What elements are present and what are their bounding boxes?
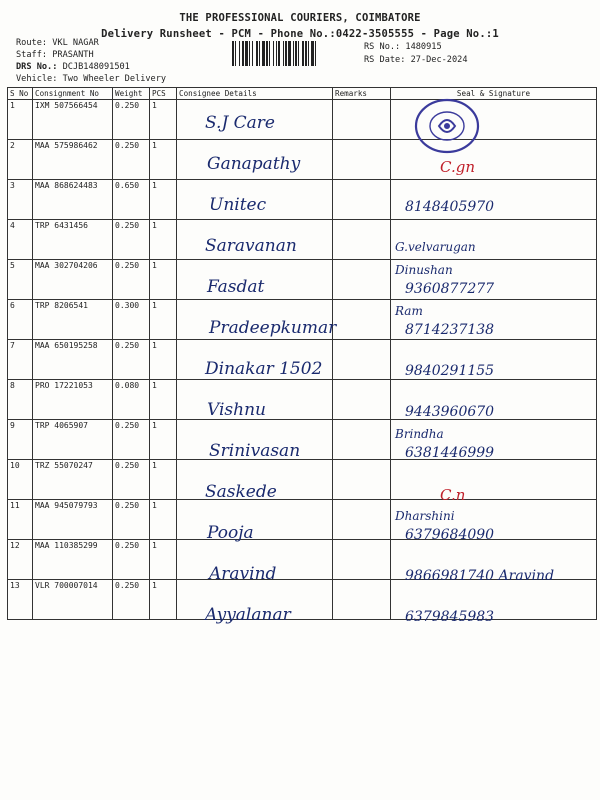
cell-remarks <box>333 380 391 420</box>
table-header-row <box>8 88 597 100</box>
cell-consignment: MAA 650195258 <box>33 340 113 380</box>
cell-sno: 12 <box>8 540 33 580</box>
cell-pcs: 1 <box>150 340 177 380</box>
cell-consignment: MAA 110385299 <box>33 540 113 580</box>
col-pcs: PCS <box>150 88 177 100</box>
rs-date-value: 27-Dec-2024 <box>410 55 468 65</box>
cell-weight: 0.300 <box>113 300 150 340</box>
cell-consignment: MAA 575986462 <box>33 140 113 180</box>
handwritten-consignee: Dinakar 1502 <box>205 359 323 379</box>
handwritten-phone: 9866981740 Aravind <box>405 568 555 584</box>
cell-remarks <box>333 500 391 540</box>
cell-remarks <box>333 420 391 460</box>
cell-remarks <box>333 460 391 500</box>
cell-weight: 0.250 <box>113 100 150 140</box>
cell-weight: 0.250 <box>113 420 150 460</box>
cell-weight: 0.250 <box>113 460 150 500</box>
cell-sno: 10 <box>8 460 33 500</box>
table-row <box>8 180 597 220</box>
route-line <box>16 37 99 49</box>
cell-consignment: IXM 507566454 <box>33 100 113 140</box>
cell-sno: 8 <box>8 380 33 420</box>
handwritten-consignee: Aravind <box>209 564 277 584</box>
cell-weight: 0.250 <box>113 540 150 580</box>
table-row <box>8 380 597 420</box>
handwritten-signature: Ram <box>395 304 423 318</box>
handwritten-consignee: S.J Care <box>205 113 275 133</box>
staff-line <box>16 49 94 61</box>
cell-sno: 4 <box>8 220 33 260</box>
cell-pcs: 1 <box>150 380 177 420</box>
cell-weight: 0.650 <box>113 180 150 220</box>
handwritten-signature: Dinushan <box>395 263 453 277</box>
cell-sno: 2 <box>8 140 33 180</box>
header-title: THE PROFESSIONAL COURIERS, COIMBATORE <box>179 12 421 24</box>
cell-pcs: 1 <box>150 580 177 620</box>
cell-pcs: 1 <box>150 140 177 180</box>
cell-weight: 0.250 <box>113 260 150 300</box>
drs-label: DRS No.: <box>16 62 58 72</box>
header-subtitle: Delivery Runsheet - PCM - Phone No.:0422-3505555 - Page No.:1 <box>101 28 499 40</box>
handwritten-phone: 8714237138 <box>405 322 495 338</box>
cell-pcs: 1 <box>150 500 177 540</box>
handwritten-consignee: Saravanan <box>205 236 297 256</box>
cell-pcs: 1 <box>150 300 177 340</box>
col-weight: Weight <box>113 88 150 100</box>
table-row <box>8 420 597 460</box>
handwritten-signature: Brindha <box>395 427 444 441</box>
cell-remarks <box>333 300 391 340</box>
handwritten-phone: 6381446999 <box>405 445 495 461</box>
handwritten-phone: 6379684090 <box>405 527 495 543</box>
cell-consignment: MAA 302704206 <box>33 260 113 300</box>
cell-pcs: 1 <box>150 100 177 140</box>
vehicle-value: Two Wheeler Delivery <box>62 74 167 84</box>
cell-consignment: MAA 945079793 <box>33 500 113 540</box>
handwritten-signature: C.n <box>440 486 466 504</box>
cell-weight: 0.250 <box>113 140 150 180</box>
handwritten-signature: C.gn <box>440 158 475 176</box>
table-row <box>8 260 597 300</box>
cell-sno: 11 <box>8 500 33 540</box>
table-row <box>8 140 597 180</box>
cell-remarks <box>333 100 391 140</box>
route-value: VKL NAGAR <box>52 38 99 48</box>
cell-remarks <box>333 580 391 620</box>
handwritten-consignee: Fasdat <box>207 277 265 297</box>
handwritten-signature: Dharshini <box>395 509 455 523</box>
cell-pcs: 1 <box>150 460 177 500</box>
drs-line <box>16 61 130 73</box>
col-seal-signature: Seal & Signature <box>391 88 597 100</box>
company-seal-stamp <box>412 96 482 156</box>
col-consignment: Consignment No <box>33 88 113 100</box>
cell-sno: 3 <box>8 180 33 220</box>
handwritten-consignee: Srinivasan <box>209 441 301 461</box>
cell-sno: 13 <box>8 580 33 620</box>
cell-sno: 7 <box>8 340 33 380</box>
handwritten-consignee: Pradeepkumar <box>209 318 337 338</box>
rs-info <box>364 41 468 67</box>
handwritten-consignee: Pooja <box>207 523 254 543</box>
cell-consignment: TRZ 55070247 <box>33 460 113 500</box>
cell-consignment: TRP 8206541 <box>33 300 113 340</box>
handwritten-consignee: Saskede <box>205 482 277 502</box>
staff-value: PRASANTH <box>52 50 94 60</box>
handwritten-phone: 9840291155 <box>405 363 495 379</box>
rs-no-value: 1480915 <box>405 42 442 52</box>
cell-weight: 0.250 <box>113 500 150 540</box>
cell-sno: 9 <box>8 420 33 460</box>
cell-remarks <box>333 220 391 260</box>
col-remarks: Remarks <box>333 88 391 100</box>
table-row <box>8 220 597 260</box>
cell-pcs: 1 <box>150 260 177 300</box>
handwritten-phone: 9443960670 <box>405 404 495 420</box>
vehicle-line <box>16 73 166 85</box>
cell-pcs: 1 <box>150 540 177 580</box>
vehicle-label: Vehicle: <box>16 74 58 84</box>
cell-consignment: MAA 868624483 <box>33 180 113 220</box>
handwritten-consignee: Ayyalanar <box>205 605 291 625</box>
cell-remarks <box>333 180 391 220</box>
rs-date-label: RS Date: <box>364 55 406 65</box>
handwritten-signature: G.velvarugan <box>395 240 476 254</box>
drs-value: DCJB148091501 <box>62 62 130 72</box>
cell-weight: 0.250 <box>113 580 150 620</box>
cell-consignment: VLR 700007014 <box>33 580 113 620</box>
cell-consignment: PRO 17221053 <box>33 380 113 420</box>
handwritten-consignee: Vishnu <box>207 400 266 420</box>
cell-pcs: 1 <box>150 220 177 260</box>
handwritten-phone: 8148405970 <box>405 199 495 215</box>
handwritten-phone: 9360877277 <box>405 281 495 297</box>
staff-label: Staff: <box>16 50 48 60</box>
cell-consignment: TRP 6431456 <box>33 220 113 260</box>
route-label: Route: <box>16 38 48 48</box>
rs-no-label: RS No.: <box>364 42 401 52</box>
handwritten-phone: 6379845983 <box>405 609 495 625</box>
cell-remarks <box>333 140 391 180</box>
cell-sno: 6 <box>8 300 33 340</box>
cell-consignee <box>177 500 333 540</box>
runsheet-table <box>7 87 597 620</box>
cell-weight: 0.080 <box>113 380 150 420</box>
cell-pcs: 1 <box>150 180 177 220</box>
cell-remarks <box>333 340 391 380</box>
handwritten-consignee: Ganapathy <box>207 154 301 174</box>
table-row <box>8 580 597 620</box>
cell-remarks <box>333 260 391 300</box>
table-row <box>8 500 597 540</box>
cell-weight: 0.250 <box>113 340 150 380</box>
cell-sno: 5 <box>8 260 33 300</box>
table-row <box>8 100 597 140</box>
cell-sno: 1 <box>8 100 33 140</box>
table-row <box>8 460 597 500</box>
cell-weight: 0.250 <box>113 220 150 260</box>
cell-seal-signature <box>391 460 597 500</box>
cell-consignment: TRP 4065907 <box>33 420 113 460</box>
handwritten-consignee: Unitec <box>209 195 267 215</box>
col-consignee: Consignee Details <box>177 88 333 100</box>
cell-remarks <box>333 540 391 580</box>
cell-pcs: 1 <box>150 420 177 460</box>
barcode <box>232 41 358 66</box>
col-sno: S No <box>8 88 33 100</box>
